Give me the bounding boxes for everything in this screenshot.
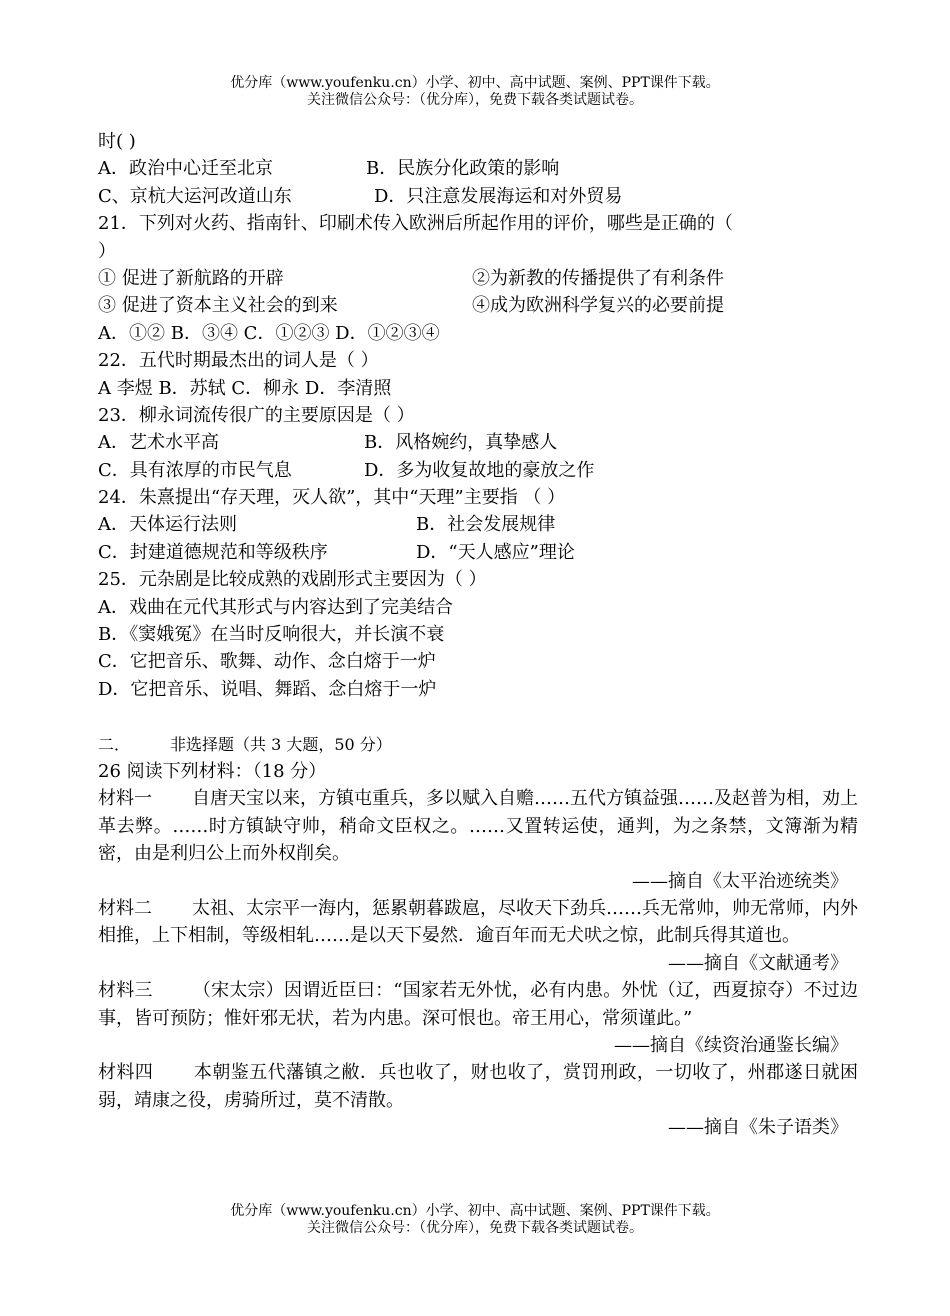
section-2-number: 二． <box>98 734 131 754</box>
exam-content <box>98 128 858 1142</box>
q24-options-row-1 <box>98 511 858 538</box>
q22-options: A 李煜 B．苏轼 C．柳永 D．李清照 <box>98 377 392 399</box>
q26-material-4 <box>98 1059 858 1114</box>
q24-option-d: D．“天人感应”理论 <box>416 541 575 563</box>
q21-stem: 21．下列对火药、指南针、印刷术传入欧洲后所起作用的评价，哪些是正确的（ <box>98 213 733 235</box>
q21-stem-end: ） <box>98 240 116 262</box>
footer-line-1: 优分库（www.youfenku.cn）小学、初中、高中试题、案例、PPT课件下载。 <box>230 1203 720 1219</box>
q23-stem: 23．柳永词流传很广的主要原因是（ ） <box>98 404 415 426</box>
q20-option-b: B．民族分化政策的影响 <box>366 158 560 180</box>
header-line-1: 优分库（www.youfenku.cn）小学、初中、高中试题、案例、PPT课件下载。 <box>230 75 720 91</box>
q23-option-c: C．具有浓厚的市民气息 <box>98 459 292 481</box>
q25-stem: 25．元杂剧是比较成熟的戏剧形式主要因为（ ） <box>98 569 487 591</box>
q26-material-1-label: 材料一 <box>98 788 152 810</box>
q21-statement-1: ① 促进了新航路的开辟 <box>98 267 284 289</box>
q25-option-b: B．《窦娥冤》在当时反响很大，并长演不衰 <box>98 624 445 646</box>
q26-material-1-text: 自唐天宝以来，方镇屯重兵，多以赋入自赡……五代方镇益强……及赵普为相，劝上革去弊。……时方镇缺守帅，稍命文臣权之。……又置转运使，通判，为之条禁，文簿渐为精密，由是利归公上而外权削矣。 <box>98 788 858 865</box>
footer-line-2: 关注微信公众号：（优分库），免费下载各类试题试卷。 <box>307 1220 643 1236</box>
q21-options: A．①② B．③④ C．①②③ D．①②③④ <box>98 322 440 344</box>
q26-material-2-source: ——摘自《文献通考》 <box>668 952 848 974</box>
q26-material-1-source: ——摘自《太平治迹统类》 <box>632 870 848 892</box>
q21-statement-3: ③ 促进了资本主义社会的到来 <box>98 295 338 317</box>
q22-stem: 22．五代时期最杰出的词人是（ ） <box>98 350 379 372</box>
page-footer <box>0 1203 950 1237</box>
q25-option-a: A．戏曲在元代其形式与内容达到了完美结合 <box>98 596 453 618</box>
q26-material-3 <box>98 977 858 1032</box>
q26-material-3-text: （宋太宗）因谓近臣曰：“国家若无外忧，必有内患。外忧（辽，西夏掠夺）不过边事，皆可预防；惟奸邪无状，若为内患。深可恨也。帝王用心，常须谨此。” <box>98 980 859 1029</box>
q26-material-4-label: 材料四 <box>98 1062 154 1084</box>
q21-statement-4: ④成为欧洲科学复兴的必要前提 <box>472 295 724 317</box>
q20-option-c: C、京杭大运河改道山东 <box>98 185 292 207</box>
q23-option-d: D．多为收复故地的豪放之作 <box>364 459 595 481</box>
q20-stem-tail: 时( ) <box>98 131 136 152</box>
q20-options-row-2 <box>98 183 858 210</box>
q23-option-a: A．艺术水平高 <box>98 432 219 454</box>
page-header <box>0 75 950 109</box>
q23-options-row-2 <box>98 457 858 484</box>
q26-stem: 26 阅读下列材料：（18 分） <box>98 760 327 782</box>
q24-option-c: C．封建道德规范和等级秩序 <box>98 541 328 563</box>
q26-material-1 <box>98 785 858 867</box>
q26-material-4-text: 本朝鉴五代藩镇之敝．兵也收了，财也收了，赏罚刑政，一切收了，州郡遂日就困弱，靖康之役，虏骑所过，莫不清散。 <box>98 1062 859 1111</box>
q26-material-3-source: ——摘自《续资治通鉴长编》 <box>614 1035 848 1056</box>
q24-option-b: B．社会发展规律 <box>416 514 556 536</box>
section-2-heading <box>98 731 858 758</box>
q25-option-d: D．它把音乐、说唱、舞蹈、念白熔于一炉 <box>98 678 437 700</box>
q20-options-row-1 <box>98 155 858 182</box>
section-2-title: 非选择题（共 3 大题，50 分） <box>170 734 392 754</box>
header-line-2: 关注微信公众号：（优分库），免费下载各类试题试卷。 <box>307 92 643 108</box>
q20-option-d: D．只注意发展海运和对外贸易 <box>374 185 623 207</box>
q23-option-b: B．风格婉约，真挚感人 <box>364 432 558 454</box>
q21-statements-row-2 <box>98 292 858 319</box>
q21-statement-2: ②为新教的传播提供了有利条件 <box>472 267 724 289</box>
q26-material-2 <box>98 895 858 950</box>
q24-stem: 24．朱熹提出“存天理，灭人欲”，其中“天理”主要指 （ ） <box>98 487 566 509</box>
q21-statements-row-1 <box>98 265 858 292</box>
q24-options-row-2 <box>98 539 858 566</box>
q26-material-2-text: 太祖、太宗平一海内，惩累朝暮跋扈，尽收天下劲兵……兵无常帅，帅无常师，内外相推，上下相制，等级相轧……是以天下晏然．逾百年而无犬吠之惊，此制兵得其道也。 <box>98 897 858 947</box>
q24-option-a: A．天体运行法则 <box>98 514 237 536</box>
q25-option-c: C．它把音乐、歌舞、动作、念白熔于一炉 <box>98 651 436 673</box>
q26-material-2-label: 材料二 <box>98 897 152 919</box>
q26-material-3-label: 材料三 <box>98 980 153 1002</box>
q23-options-row-1 <box>98 429 858 456</box>
q26-material-4-source: ——摘自《朱子语类》 <box>668 1117 848 1139</box>
q20-option-a: A．政治中心迁至北京 <box>98 158 273 180</box>
